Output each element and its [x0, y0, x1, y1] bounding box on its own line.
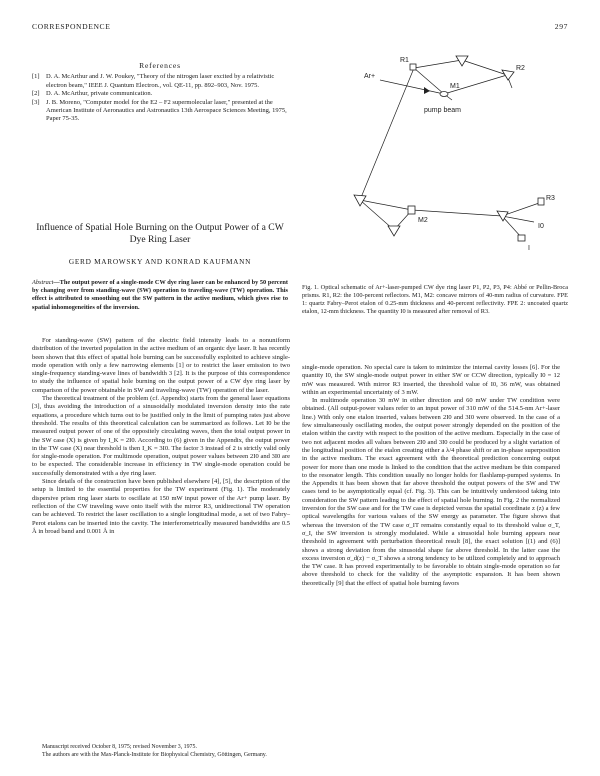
reference-text: D. A. McArthur, private communication. [46, 90, 153, 98]
pump-beam-line [380, 80, 444, 94]
beam-line [502, 202, 542, 216]
footnote-affiliation: The authors are with the Max-Planck-Institute for Biophysical Chemistry, Göttingen, Germany. [42, 751, 267, 758]
reference-number: [3] [32, 98, 40, 106]
running-header: CORRESPONDENCE [32, 22, 111, 31]
figure-1-schematic [302, 40, 568, 258]
body-paragraph: The theoretical treatment of the problem (cf. Appendix) starts from the general laser equations [3], thus avoiding the introduction of a sinusoidally modulated inversion density into the rate equations, a procedure which turns out to be justified only in the limit of pumping rates just above threshold. The results of this theoretical calculation can be summarized as follows. Let I0 be the measured output power of one of the oppositely circulating waves, then the total output power in the SW case (X) is given by I_K = 2I0. According to (6) given in the Appendix, the output power in the TW case (X) near threshold is then I_K = 3I0. The factor 3 instead of 2 is strictly valid only for single-mode operation. For multimode operation, output power values between 2I0 and 3I0 are to be expected. The considerable increase in efficiency in TW single-mode operation could be successfully demonstrated with a dye ring laser. [32, 395, 290, 477]
abstract [32, 279, 288, 312]
m2-label: M2 [418, 217, 428, 224]
beam-line [360, 200, 412, 210]
reference-item [32, 73, 288, 90]
m1-label: M1 [450, 83, 460, 90]
beam-line [462, 60, 507, 75]
abstract-label: Abstract [32, 279, 54, 286]
body-paragraph: Since details of the construction have been published elsewhere [4], [5], the description of the setup is limited to the essential properties for the TW experiment (Fig. 1). The moderately dispersive prism ring laser starts to oscillate at 150 mW input power of the Ar+ pump laser. By reflection of the CW traveling wave onto itself with the mirror R3, unidirectional TW operation can be achieved. To restrict the laser oscillation to a single longitudinal mode, a set of two Fabry–Perot etalons can be inserted into the cavity. The interferometrically measured bandwidths are 0.5 Å in broad band and 0.001 Å in [32, 478, 290, 535]
i0-label: I0 [538, 223, 544, 230]
beam-line [414, 60, 462, 68]
arrow-icon [424, 87, 430, 94]
abstract-text: —The output power of a single-mode CW dye ring laser can be enhanced by 50 percent by changing over from standing-wave (SW) operation to traveling-wave (TW) operation. This effect is attributed to smoothing out the SW pattern in the active medium, which gives rise to spatial inhomogeneities of the inversion. [32, 279, 288, 311]
beam-line [412, 210, 502, 216]
footnote-received: Manuscript received October 8, 1975; revised November 3, 1975. [42, 744, 197, 750]
ring-laser-diagram [302, 40, 568, 258]
body-paragraph: In multimode operation 30 mW in either direction and 60 mW under TW condition were obtained. (All output-power values refer to an input power of 310 mW of the 514.5-nm Ar+-laser line.) With only one etalon inserted, values between 2I0 and 3I0 were observed. In the case of a few simultaneously oscillating modes, the output power strongly depended on the position of the etalon within the cavity with respect to the position of the active medium. Especially in the case of two not adjacent modes all values between 2I0 and 3I0 could be produced by a slight variation of the longitudinal position of the etalon creating either a λ/4 phase shift or an in-phase superposition in the active medium. The exact agreement with the theoretical prediction concerning output power for more than one mode is linked to the condition that the active medium be thin compared to the resonator length. This condition usually no longer holds for flashlamp-pumped systems. In the Appendix it has been shown that far above threshold the output powers of the SW and TW cases tend to be asymptotically equal (cf. Fig. 3). This can be intuitively understood taking into consideration the SW pattern leading to the effect of spatial hole burning. In Fig. 2 the normalized inversion for the SW case and for the TW case is depicted versus the spatial coordinate z (z) a few optical wavelengths for various values of the SW energy as parameter. The figure shows that whereas the inversion of the TW case σ_IT remains constantly equal to its threshold value σ_T, σ_I, the SW inversion is strongly modulated. While a sinusoidal hole burning appears near threshold in agreement with perturbation theoretical result [8], the exact solution [(1) and (6)] shows a strong deviation from the sinusoidal shape far above threshold. In the latter case the excess inversion σ_d(z) − σ_T shows a strong tendency to be utilized completely and to approach the TW case. It has proved experimentally to be favorable to obtain single-mode operation so far above threshold to check for the validity of the asymptotic expansion. It has been shown theoretically [9] that the effect of spatial hole burning favors [302, 397, 560, 587]
article-authors: GERD MAROWSKY AND KONRAD KAUFMANN [68, 257, 252, 266]
reference-item [32, 90, 288, 98]
figure-caption: Fig. 1. Optical schematic of Ar+-laser-pumped CW dye ring laser P1, P2, P3, P4: Abbé or Pellin-Broca prisms. R1, R2: the 100-percent reflectors. M1, M2: concave mirrors of 40-mm radius of curvature. FPE 1: quartz Fabry–Perot etalon of 0.25-mm thickness and 40-percent reflectivity. FPE 2: uncoated quartz etalon, 12-mm thickness. The quantity I0 is measured after removal of R3. [302, 284, 568, 315]
body-paragraph: For standing-wave (SW) pattern of the electric field intensity leads to a nonuniform distribution of the inverted population in the active medium of an organic dye laser. It has recently been shown that this effect of spatial hole burning can be successfully exploited to achieve single-mode operation with only a few narrowing elements [1] or to restrict the laser emission to two single-frequency standing-wave lines of bandwidth 3 [2]. It is the purpose of this correspondence to study the influence of spatial hole burning on the output power of a CW dye ring laser by comparison of the power obtainable in SW and traveling-wave (TW) operation of the laser. [32, 337, 290, 394]
references-section [32, 62, 288, 124]
etalon-icon [408, 206, 415, 214]
dye-jet-icon [440, 92, 448, 97]
reference-text: J. B. Moreno, "Computer model for the E2 – F2 supermolecular laser," presented at the American Institute of Aeronautics and Astronautics 13th Aerospace Sciences Meeting, 1975, Paper 75-35. [46, 98, 287, 123]
beam-line [414, 68, 444, 94]
pump-beam-label: pump beam [424, 107, 461, 114]
prism-icon [388, 226, 400, 236]
mirror-icon [410, 64, 416, 70]
prism-icon [502, 70, 514, 80]
r1-label: R1 [400, 57, 409, 64]
r3-label: R3 [546, 195, 555, 202]
reference-item [32, 99, 288, 124]
beam-line [360, 200, 394, 230]
ie-label: I [528, 245, 530, 252]
reference-text: D. A. McArthur and J. W. Poukey, "Theory of the nitrogen laser excited by a relativistic electron beam," IEEE J. Quantum Electron., vol. QE-11, pp. 892–903, Nov. 1975. [46, 73, 275, 89]
article-title: Influence of Spatial Hole Burning on the Output Power of a CW Dye Ring Laser [36, 222, 284, 245]
left-column-body [32, 337, 290, 536]
reference-number: [1] [32, 73, 40, 81]
beam-line [360, 68, 414, 200]
body-paragraph: single-mode operation. No special care is taken to minimize the internal cavity losses [6]. For the quantity I0, the SW single-mode output power in either SW or CCW direction, typically I0 = 12 mW was measured. With mirror R3 inserted, the threshold value of I0, 36 mW, was obtained within an experimental uncertainty of 3 mW. [302, 364, 560, 396]
references-heading: References [139, 61, 181, 70]
reference-number: [2] [32, 90, 40, 98]
right-column-body [302, 364, 560, 588]
mirror-icon [518, 235, 525, 241]
r2-label: R2 [516, 65, 525, 72]
ar-laser-label: Ar+ [364, 73, 376, 80]
page-number: 297 [554, 22, 568, 31]
mirror-icon [538, 198, 544, 205]
footnote [32, 744, 290, 759]
